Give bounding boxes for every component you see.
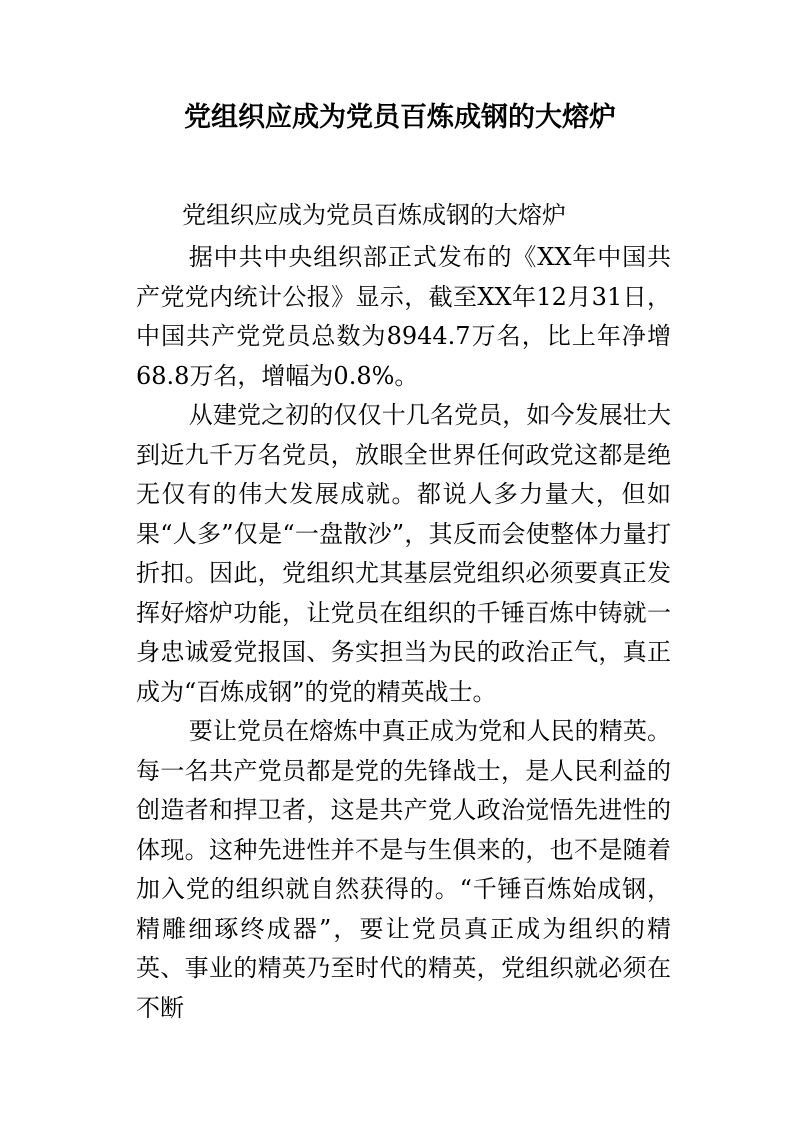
paragraph-statistics: 据中共中央组织部正式发布的《XX年中国共产党党内统计公报》显示，截至XX年12月31日，中国共产党党员总数为8944.7万名，比上年净增68.8万名，增幅为0.8%。 — [136, 243, 671, 390]
document-title: 党组织应成为党员百炼成钢的大熔炉 — [184, 102, 616, 133]
document-body — [136, 238, 671, 1028]
document-subtitle: 党组织应成为党员百炼成钢的大熔炉 — [182, 201, 566, 229]
paragraph-elite: 要让党员在熔炼中真正成为党和人民的精英。每一名共产党员都是党的先锋战士，是人民利益的创造者和捍卫者，这是共产党人政治觉悟先进性的体现。这种先进性并不是与生俱来的，也不是随着加入党的组织就自然获得的。“千锤百炼始成钢，精雕细琢终成器”，要让党员真正成为组织的精英、事业的精英乃至时代的精英，党组织就必须在不断 — [136, 717, 671, 1022]
paragraph-development: 从建党之初的仅仅十几名党员，如今发展壮大到近九千万名党员，放眼全世界任何政党这都是绝无仅有的伟大发展成就。都说人多力量大，但如果“人多”仅是“一盘散沙”，其反而会使整体力量打折扣。因此，党组织尤其基层党组织必须要真正发挥好熔炉功能，让党员在组织的千锤百炼中铸就一身忠诚爱党报国、务实担当为民的政治正气，真正成为“百炼成钢”的党的精英战士。 — [136, 401, 671, 706]
